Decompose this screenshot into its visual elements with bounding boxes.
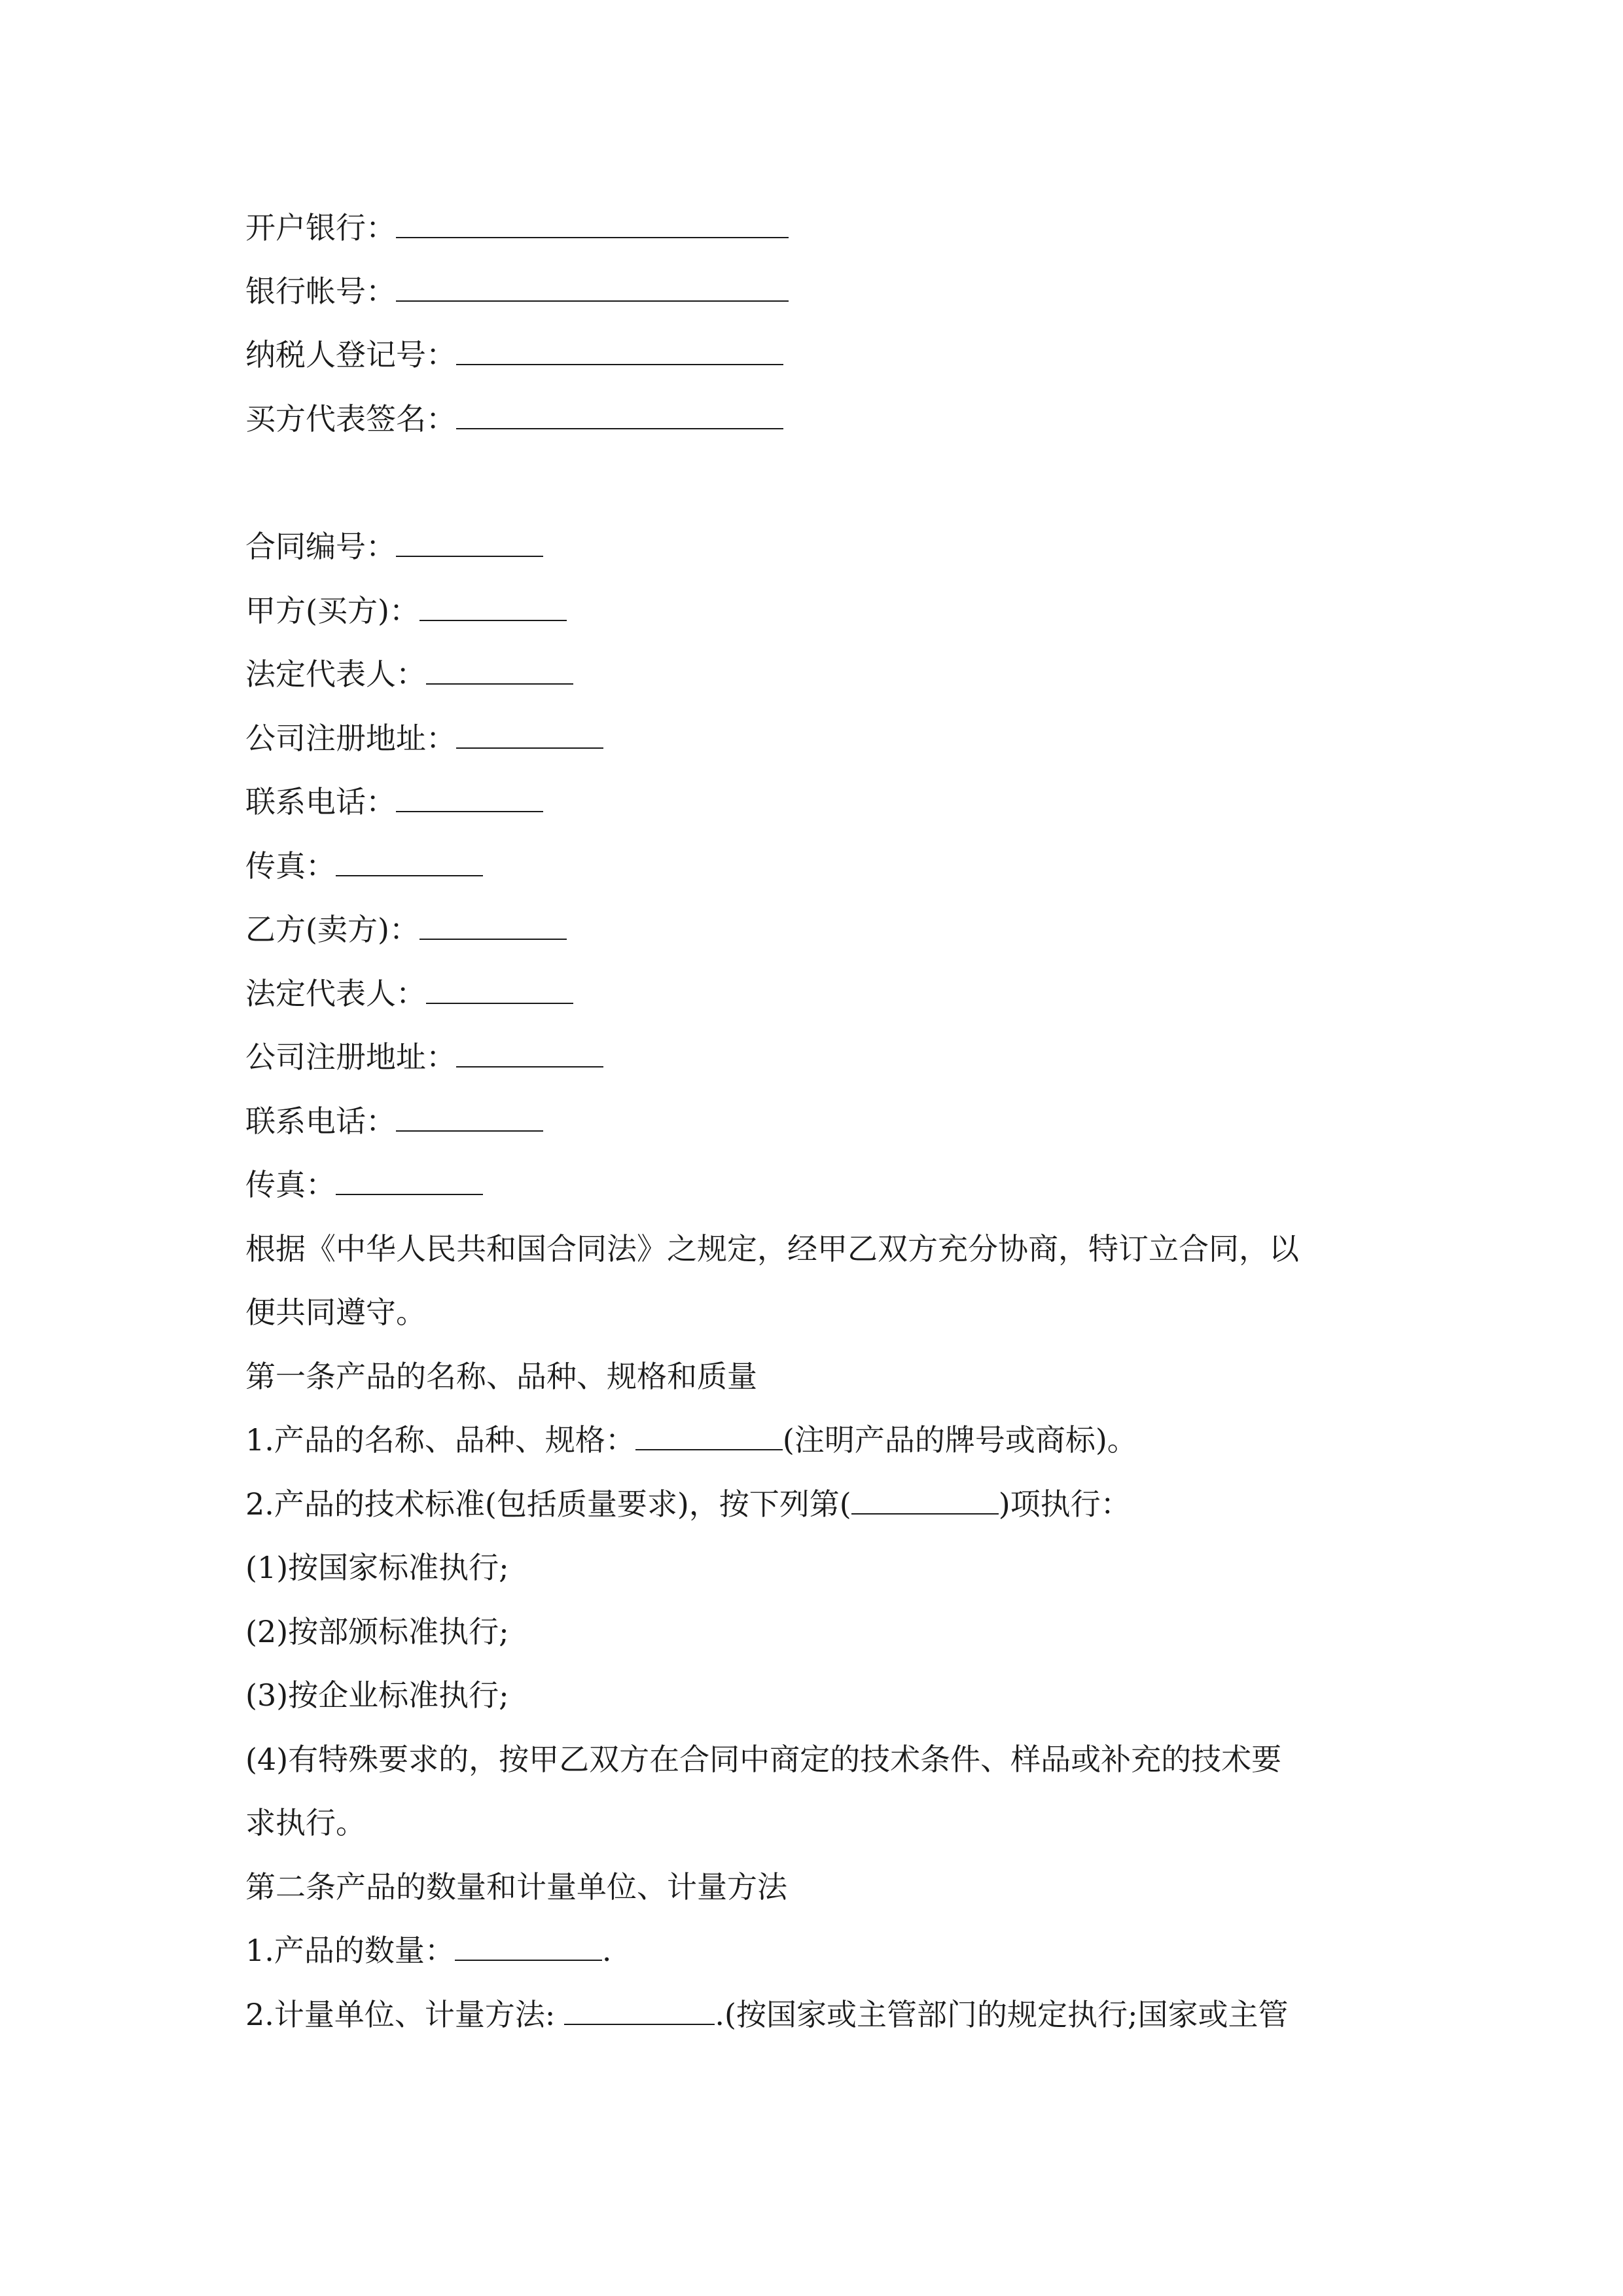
party-a-address-blank bbox=[456, 721, 603, 749]
tax-id-row bbox=[245, 335, 783, 374]
party-a-fax-blank bbox=[336, 849, 483, 876]
party-a-phone-row bbox=[245, 782, 543, 821]
article-1-item-2-text: 2.产品的技术标准(包括质量要求)，按下列第( bbox=[245, 1486, 851, 1522]
party-a-rep-label: 法定代表人： bbox=[245, 656, 426, 692]
party-a-phone-label: 联系电话： bbox=[245, 784, 396, 819]
account-row bbox=[245, 272, 789, 311]
contract-number-row bbox=[245, 527, 543, 566]
article-2-item-1-text: 1.产品的数量： bbox=[245, 1933, 455, 1968]
article-1-option-2: (2)按部颁标准执行; bbox=[245, 1614, 509, 1649]
party-a-address-label: 公司注册地址： bbox=[245, 721, 456, 756]
article-2-item-2-blank bbox=[564, 1998, 715, 2025]
bank-blank bbox=[396, 211, 789, 238]
article-1-item-2-tail: )项执行： bbox=[998, 1486, 1131, 1522]
party-a-blank bbox=[419, 594, 567, 621]
account-label: 银行帐号： bbox=[245, 274, 396, 309]
party-b-address-label: 公司注册地址： bbox=[245, 1039, 456, 1075]
party-a-label: 甲方(买方)： bbox=[245, 593, 419, 628]
article-2-item-1 bbox=[245, 1931, 612, 1970]
party-a-row bbox=[245, 591, 567, 630]
party-b-fax-blank bbox=[336, 1168, 483, 1195]
preamble-line-2: 便共同遵守。 bbox=[245, 1295, 426, 1330]
party-b-label: 乙方(卖方)： bbox=[245, 912, 419, 947]
party-a-rep-row bbox=[245, 655, 573, 694]
article-2-item-1-tail: . bbox=[601, 1933, 612, 1968]
article-1-option-4-line-1: (4)有特殊要求的，按甲乙双方在合同中商定的技术条件、样品或补充的技术要 bbox=[245, 1742, 1282, 1777]
party-b-blank bbox=[419, 912, 567, 940]
party-a-rep-blank bbox=[426, 657, 573, 685]
signature-blank bbox=[456, 402, 783, 429]
article-1-item-1-text: 1.产品的名称、品种、规格： bbox=[245, 1422, 635, 1458]
article-2-title: 第二条产品的数量和计量单位、计量方法 bbox=[245, 1869, 787, 1905]
party-b-fax-label: 传真： bbox=[245, 1167, 336, 1202]
party-b-phone-blank bbox=[396, 1104, 543, 1132]
article-1-item-1-blank bbox=[635, 1423, 783, 1450]
bank-row bbox=[245, 208, 789, 247]
article-2-item-2 bbox=[245, 1995, 1288, 2034]
party-b-phone-label: 联系电话： bbox=[245, 1103, 396, 1139]
account-blank bbox=[396, 274, 789, 302]
party-a-address-row bbox=[245, 719, 603, 758]
party-b-rep-blank bbox=[426, 977, 573, 1004]
article-2-item-1-blank bbox=[455, 1933, 602, 1961]
signature-row bbox=[245, 399, 783, 439]
contract-number-blank bbox=[396, 529, 543, 557]
party-b-phone-row bbox=[245, 1102, 543, 1141]
party-b-row bbox=[245, 910, 567, 949]
party-b-rep-row bbox=[245, 974, 573, 1013]
article-2-item-2-tail: .(按国家或主管部门的规定执行;国家或主管 bbox=[715, 1997, 1289, 2032]
party-a-fax-row bbox=[245, 846, 483, 886]
party-b-rep-label: 法定代表人： bbox=[245, 976, 426, 1011]
article-1-title: 第一条产品的名称、品种、规格和质量 bbox=[245, 1359, 757, 1394]
party-b-address-blank bbox=[456, 1040, 603, 1067]
party-b-fax-row bbox=[245, 1165, 483, 1204]
party-a-phone-blank bbox=[396, 785, 543, 812]
preamble-line-1: 根据《中华人民共和国合同法》之规定，经甲乙双方充分协商，特订立合同，以 bbox=[245, 1231, 1299, 1266]
article-1-item-2 bbox=[245, 1484, 1131, 1524]
signature-label: 买方代表签名： bbox=[245, 401, 456, 437]
article-1-option-3: (3)按企业标准执行; bbox=[245, 1677, 509, 1713]
tax-id-blank bbox=[456, 338, 783, 365]
contract-number-label: 合同编号： bbox=[245, 529, 396, 564]
article-1-item-1-note: (注明产品的牌号或商标)。 bbox=[782, 1422, 1137, 1458]
article-2-item-2-text: 2.计量单位、计量方法: bbox=[245, 1997, 556, 2032]
party-b-address-row bbox=[245, 1037, 603, 1077]
article-1-option-1: (1)按国家标准执行; bbox=[245, 1550, 509, 1585]
article-1-option-4-line-2: 求执行。 bbox=[245, 1805, 366, 1840]
bank-label: 开户银行： bbox=[245, 210, 396, 245]
article-1-item-1 bbox=[245, 1420, 1137, 1460]
tax-id-label: 纳税人登记号： bbox=[245, 337, 456, 372]
party-a-fax-label: 传真： bbox=[245, 848, 336, 884]
article-1-item-2-blank bbox=[851, 1487, 999, 1515]
